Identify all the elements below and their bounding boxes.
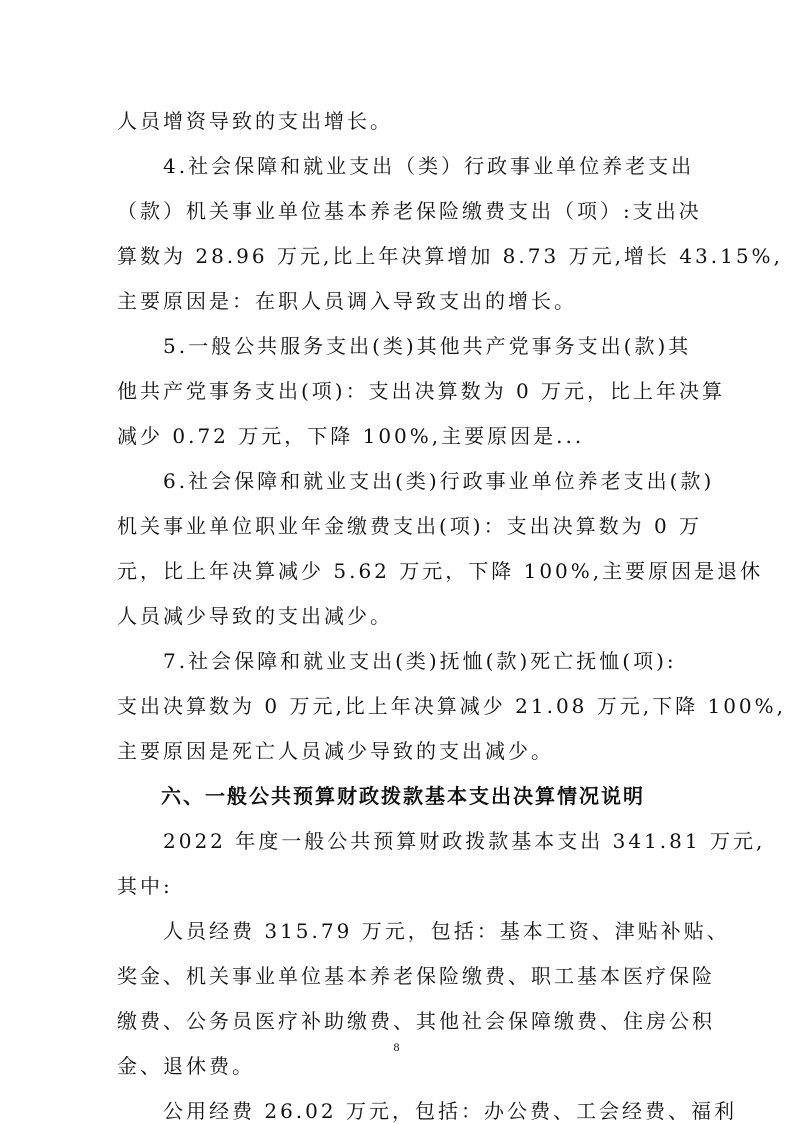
- text-line: 元，比上年决算减少 5.62 万元，下降 100%,主要原因是退休: [117, 559, 764, 583]
- text-line: 2022 年度一般公共预算财政拨款基本支出 341.81 万元,: [117, 829, 766, 853]
- text-line: 金、退休费。: [117, 1054, 255, 1078]
- text-line: 公用经费 26.02 万元，包括：办公费、工会经费、福利: [117, 1099, 737, 1123]
- text-line: 支出决算数为 0 万元,比上年决算减少 21.08 万元,下降 100%,: [117, 694, 787, 718]
- text-line: 6.社会保障和就业支出(类)行政事业单位养老支出(款): [117, 469, 715, 493]
- text-line: 减少 0.72 万元，下降 100%,主要原因是...: [117, 424, 585, 448]
- text-line: 人员减少导致的支出减少。: [117, 604, 393, 628]
- text-line: 人员增资导致的支出增长。: [117, 109, 393, 133]
- text-line: 机关事业单位职业年金缴费支出(项)：支出决算数为 0 万: [117, 514, 703, 538]
- text-line: 7.社会保障和就业支出(类)抚恤(款)死亡抚恤(项):: [117, 649, 677, 673]
- text-line: 缴费、公务员医疗补助缴费、其他社会保障缴费、住房公积: [117, 1009, 715, 1033]
- text-line: 他共产党事务支出(项)：支出决算数为 0 万元，比上年决算: [117, 379, 726, 403]
- text-line: 人员经费 315.79 万元，包括：基本工资、津贴补贴、: [117, 919, 730, 943]
- section-heading: 六、一般公共预算财政拨款基本支出决算情况说明: [117, 784, 645, 808]
- text-line: 5.一般公共服务支出(类)其他共产党事务支出(款)其: [117, 334, 692, 358]
- text-line: 其中:: [117, 874, 173, 898]
- text-line: 主要原因是死亡人员减少导致的支出减少。: [117, 739, 554, 763]
- text-line: 奖金、机关事业单位基本养老保险缴费、职工基本医疗保险: [117, 964, 715, 988]
- text-line: 4.社会保障和就业支出（类）行政事业单位养老支出: [117, 154, 695, 178]
- text-line: 主要原因是：在职人员调入导致支出的增长。: [117, 289, 577, 313]
- page-number: 8: [393, 1040, 400, 1054]
- text-line: （款）机关事业单位基本养老保险缴费支出（项）:支出决: [117, 199, 702, 223]
- text-line: 算数为 28.96 万元,比上年决算增加 8.73 万元,增长 43.15%,: [117, 244, 783, 268]
